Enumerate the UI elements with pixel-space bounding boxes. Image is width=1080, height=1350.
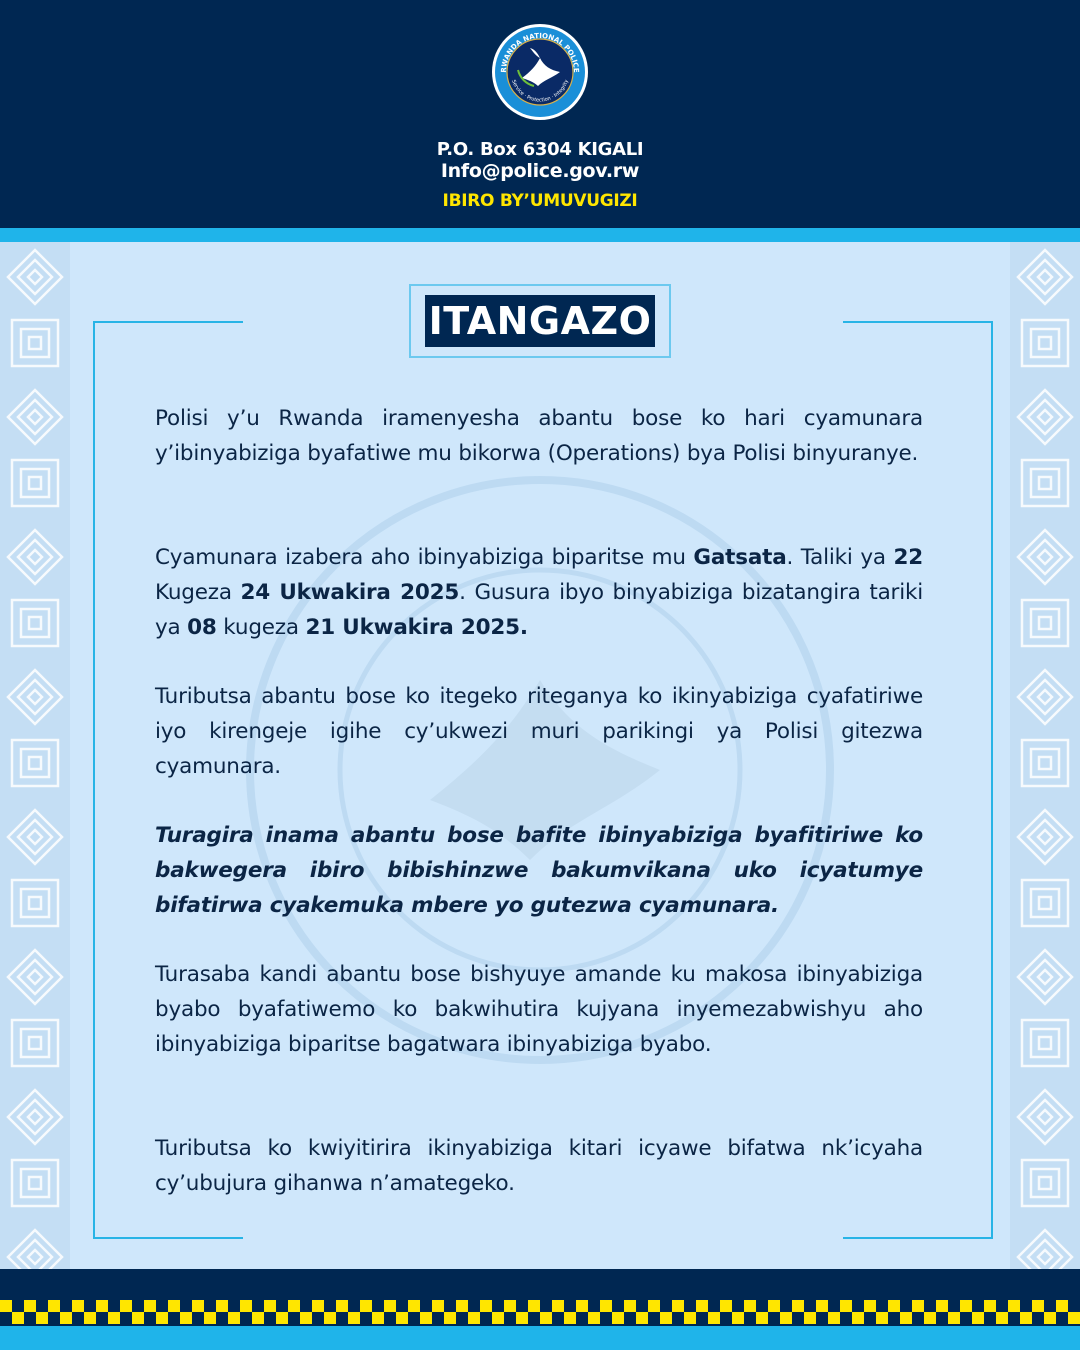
p2-text-g: . Gusura ibyo binyabiziga bizatangira tariki ya: [155, 580, 923, 640]
p2-start-day: 22: [893, 545, 923, 570]
p2-location: Gatsata: [693, 545, 787, 570]
frame-left-line: [93, 321, 95, 1239]
p2-text-c: . Taliki ya: [786, 545, 894, 570]
header-accent-band: [0, 228, 1080, 242]
frame-top-left-line: [93, 321, 243, 323]
right-decorative-pattern: [1010, 242, 1080, 1269]
left-decorative-pattern: [0, 242, 70, 1269]
paragraph-2: [155, 540, 923, 645]
frame-right-line: [991, 321, 993, 1239]
p2-text-a: Cyamunara izabera aho ibinyabiziga biparitse mu: [155, 545, 694, 570]
police-logo-seal: [490, 22, 590, 122]
notice-title: ITANGAZO: [425, 295, 655, 347]
checkered-stripe: [0, 1300, 1080, 1324]
svg-text:RWANDA NATIONAL POLICE: RWANDA NATIONAL POLICE: [499, 31, 581, 73]
frame-bottom-left-line: [93, 1237, 243, 1239]
email-address: Info@police.gov.rw: [440, 160, 640, 182]
paragraph-1: Polisi y’u Rwanda iramenyesha abantu bose ko hari cyamunara y’ibinyabiziga byafatiwe mu bikorwa (Operations) bya Polisi binyuranye.: [155, 406, 923, 466]
p2-text-e: Kugeza: [155, 580, 241, 605]
paragraph-4-advice: Turagira inama abantu bose bafite ibinyabiziga byafitiriwe ko bakwegera ibiro bibishinzwe bakumvikana uko icyatumye bifatirwa cyakemuka mbere yo gutezwa cyamunara.: [155, 823, 923, 918]
paragraph-6: Tuributsa ko kwiyitirira ikinyabiziga kitari icyawe bifatwa nk’icyaha cy’ubujura gihanwa n’amategeko.: [155, 1136, 923, 1196]
frame-top-right-line: [843, 321, 993, 323]
paragraph-5: Turasaba kandi abantu bose bishyuye amande ku makosa ibinyabiziga byabo byafatiwemo ko bakwihutira kujyana inyemezabwishyu aho ibinyabiziga biparitse bagatwara ibinyabiziga byabo.: [155, 962, 923, 1057]
footer-accent-band: [0, 1326, 1080, 1350]
p2-end-date: 24 Ukwakira 2025: [240, 580, 460, 605]
office-label: IBIRO BY’UMUVUGIZI: [442, 191, 638, 211]
frame-bottom-right-line: [843, 1237, 993, 1239]
p2-visit-end-date: 21 Ukwakira 2025.: [305, 615, 528, 640]
po-box-address: P.O. Box 6304 KIGALI: [436, 139, 644, 160]
header-banner: [0, 0, 1080, 228]
p2-visit-start-day: 08: [187, 615, 217, 640]
paragraph-3: Tuributsa abantu bose ko itegeko riteganya ko ikinyabiziga cyafatiriwe iyo kirengeje igihe cy’ukwezi muri parikingi ya Polisi gitezwa cyamunara.: [155, 684, 923, 779]
p2-text-i: kugeza: [216, 615, 306, 640]
title-frame: [409, 284, 671, 358]
svg-text:Service · Protection · Integri: Service · Protection · Integrity: [510, 79, 570, 104]
